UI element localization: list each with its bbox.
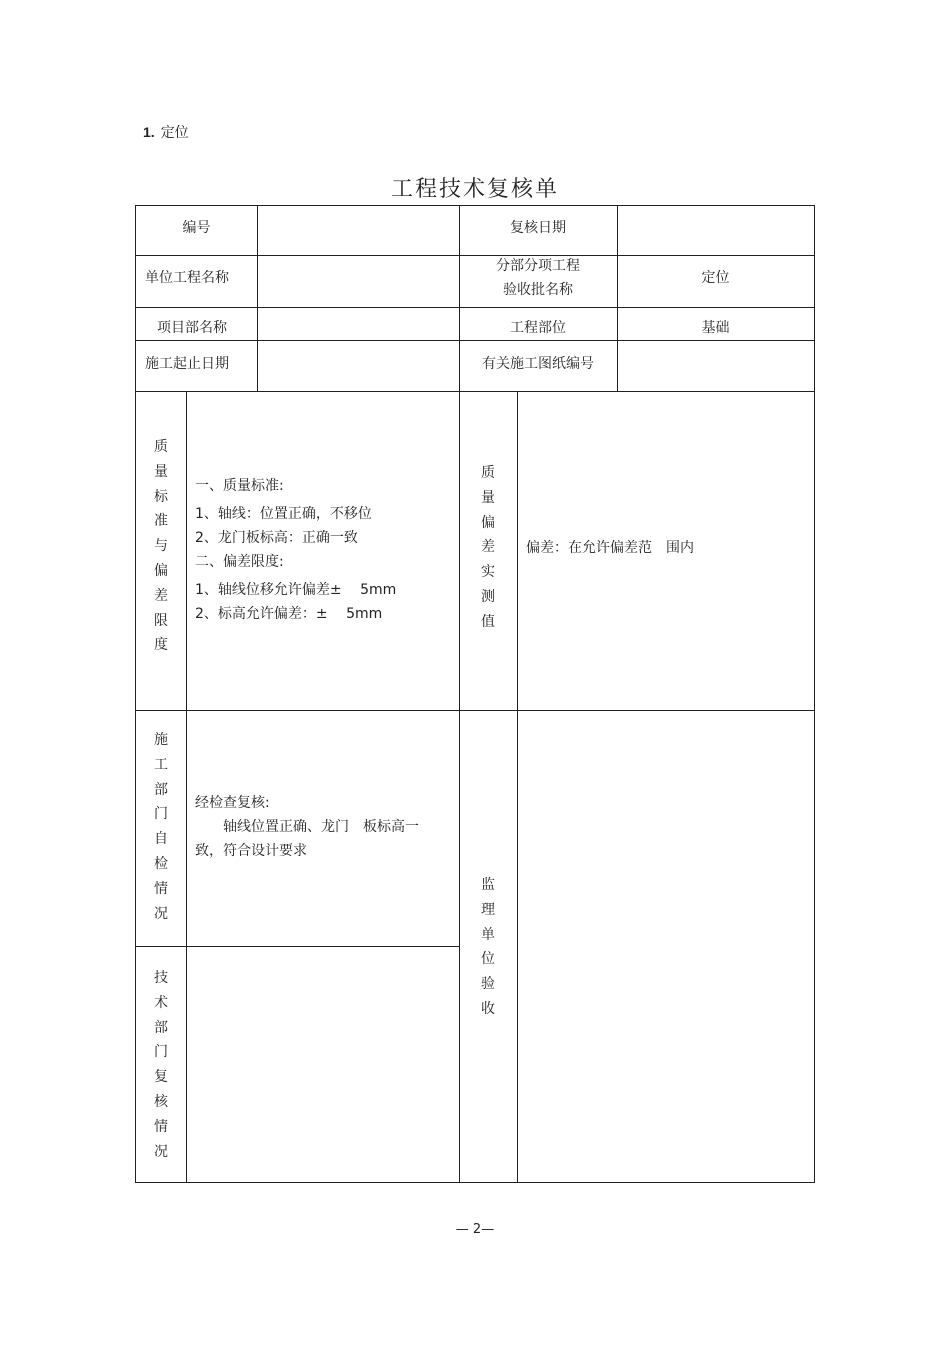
section-heading — [143, 122, 189, 142]
supervision-label: 监 理 单 位 验 收 — [481, 877, 495, 1017]
label-dept-name: 项目部名称 — [157, 320, 227, 336]
quality-standard-label: 质 量 标 准 与 偏 差 限 度 — [154, 439, 168, 654]
label-unit-project-name: 单位工程名称 — [145, 270, 229, 286]
row-divider — [136, 710, 814, 711]
self-check-line: 经检查复核: — [195, 795, 270, 811]
self-check-line: 轴线位置正确、龙门 板标高一 — [195, 819, 419, 835]
tech-review-label: 技 术 部 门 复 核 情 况 — [154, 970, 168, 1160]
label-project-part: 工程部位 — [510, 320, 566, 336]
self-check-line: 致，符合设计要求 — [195, 843, 307, 859]
row-divider — [136, 340, 814, 341]
value-subproject: 定位 — [701, 270, 730, 286]
standard-line: 一、质量标准: — [195, 478, 284, 494]
standard-line: 二、偏差限度: — [195, 554, 284, 570]
self-check-label: 施 工 部 门 自 检 情 况 — [154, 732, 168, 922]
page-number: — 2— — [455, 1222, 495, 1237]
standard-line: 2、龙门板标高：正确一致 — [195, 530, 358, 546]
review-form-table — [135, 205, 815, 1183]
section-text: 定位 — [160, 125, 189, 141]
standard-line: 2、标高允许偏差：± 5mm — [195, 606, 383, 622]
label-construction-dates: 施工起止日期 — [145, 356, 229, 372]
deviation-measured-value: 偏差：在允许偏差范 围内 — [526, 540, 694, 556]
label-drawing-number: 有关施工图纸编号 — [482, 356, 594, 372]
col-divider — [186, 391, 187, 1182]
col-divider — [257, 206, 258, 391]
value-project-part: 基础 — [701, 320, 730, 336]
row-divider — [136, 307, 814, 308]
label-review-date: 复核日期 — [510, 220, 566, 236]
standard-line: 1、轴线：位置正确，不移位 — [195, 506, 372, 522]
label-number: 编号 — [182, 220, 211, 236]
page-title: 工程技术复核单 — [390, 177, 559, 202]
label-subproject-line2: 验收批名称 — [503, 282, 573, 298]
col-divider — [617, 206, 618, 391]
self-check-content — [195, 791, 419, 863]
section-number: 1. — [143, 124, 155, 140]
standard-line: 1、轴线位移允许偏差± 5mm — [195, 582, 397, 598]
row-divider — [136, 946, 459, 947]
label-subproject-line1: 分部分项工程 — [496, 258, 580, 274]
quality-standard-content — [195, 474, 396, 626]
col-divider — [517, 391, 518, 1182]
deviation-measured-label: 质 量 偏 差 实 测 值 — [481, 465, 495, 630]
row-divider — [136, 391, 814, 392]
